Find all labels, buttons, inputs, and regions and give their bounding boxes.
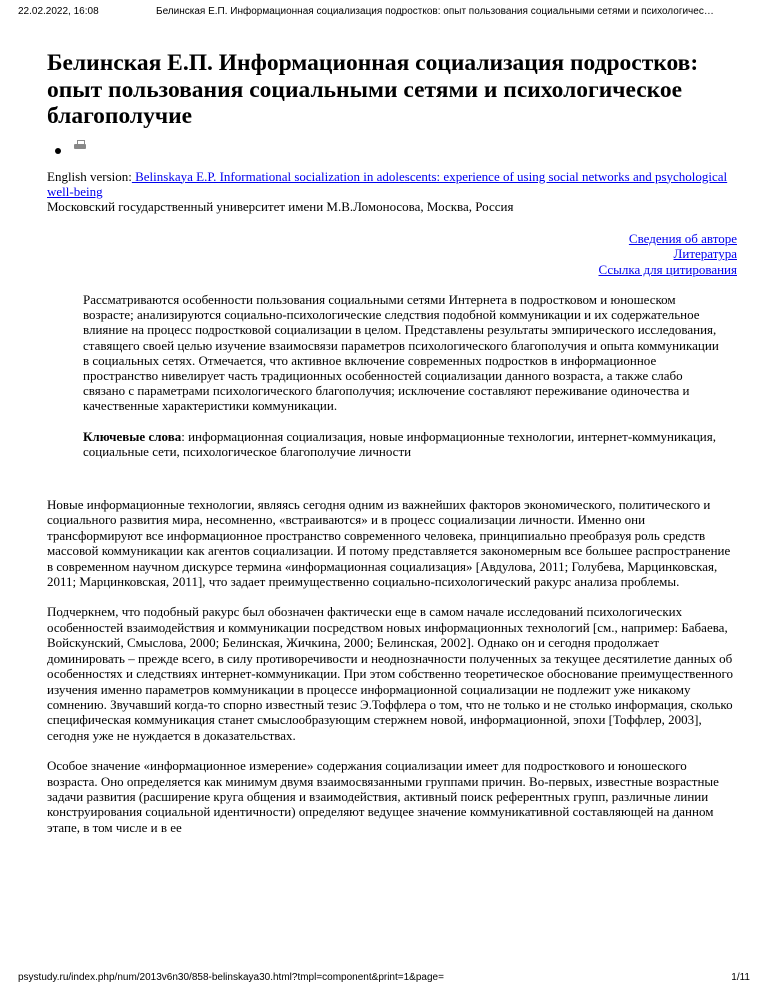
keywords-text: : информационная социализация, новые информационные технологии, интернет-коммуникация, социальные сети, психологическое благополучие личности xyxy=(83,428,716,459)
citation-link[interactable]: Ссылка для цитирования xyxy=(598,261,737,277)
print-header xyxy=(18,6,750,22)
keywords-label: Ключевые слова xyxy=(83,428,182,444)
page-number: 1/11 xyxy=(731,972,750,983)
paragraph: Особое значение «информационное измерение» содержания социализации имеет для подросткового и юношеского возраста. Оно определяется как минимум двумя взаимосвязанными группами причин. Во-первых, известные возрастные задачи развития (расширение круга общения и взаимодействия, активный поиск референтных групп, различные линии конструирования социальной идентичности) определяют ведущее значение коммуникативной составляющей на данном этапе, в том числе и в ее xyxy=(47,758,719,835)
paragraph: Подчеркнем, что подобный ракурс был обозначен фактически еще в самом начале исследований психологических особенностей взаимодействия и коммуникации посредством новых информационных технологий [см., например: Бабаева, Войскунский, Смыслова, 2000; Белинская, Жичкина, 2000; Белинская, 2002]. Однако он и сегодня продолжает доминировать – прежде всего, в силу противоречивости и неоднозначности полученных за текущее десятилетие данных об особенностях и следствиях интернет-коммуникации. При этом собственно теоретическое обоснование преимущественного изучения именно параметров коммуникации в процессе информационной социализации не подлежит уже никакому сомнению. Звучавший когда-то спорно известный тезис Э.Тоффлера о том, что не только и не столько информация, сколько специфическая коммуникация станет смыслообразующим стержнем новой, информационной, эпохи [Тоффлер, 2003], сегодня уже не нуждается в доказательствах. xyxy=(47,604,734,743)
english-version-label: English version: xyxy=(47,168,132,184)
print-page-title: Белинская Е.П. Информационная социализация подростков: опыт пользования социальными сетями и психологичес… xyxy=(156,6,714,17)
article-meta xyxy=(47,169,737,214)
author-info-link[interactable]: Сведения об авторе xyxy=(628,230,737,246)
article-title: Белинская Е.П. Информационная социализация подростков: опыт пользования социальными сетями и психологическое благополучие xyxy=(47,50,699,129)
paragraph: Новые информационные технологии, являясь сегодня одним из важнейших факторов экономического, политического и социального развития мира, несомненно, «встраиваются» и в процесс социализации личности. Именно они трансформируют все информационное пространство современного человека, принципиально преобразуя роль средств массовой коммуникации как агентов социализации. И потому представляется закономерным все большее распространение в современном научном дискурсе термина «информационная социализация» [Авдулова, 2011; Голубева, Марцинковская, 2011; Марцинковская, 2011], что задает преимущественно социально-психологический ракурс анализа проблемы. xyxy=(47,497,731,590)
keywords xyxy=(83,429,723,459)
references-link[interactable]: Литература xyxy=(673,246,737,261)
print-date: 22.02.2022, 16:08 xyxy=(18,6,99,17)
affiliation: Московский государственный университет имени М.В.Ломоносова, Москва, Россия xyxy=(47,198,514,214)
article-links xyxy=(47,231,737,278)
abstract xyxy=(83,292,723,459)
english-version-link[interactable]: Belinskaya E.P. Informational socialization in adolescents: experience of using social networks and psychological well-being xyxy=(47,168,728,199)
bullet-icon xyxy=(55,148,61,154)
abstract-text: Рассматриваются особенности пользования социальными сетями Интернета в подростковом и юношеском возрасте; анализируются социально-психологические следствия подобной коммуникации и их содержательное влияние на процесс подростковой социализации в целом. Представлены результаты эмпирического исследования, ставящего своей целью изучение взаимосвязи параметров психологического благополучия и опыта коммуникации в социальных сетях. Отмечается, что активное включение современных подростков в информационное пространство нивелирует часть традиционных особенностей социализации данного возраста, а также слабо связано с параметрами психологического благополучия; исключение составляют переживание одиночества и качественные характеристики коммуникации. xyxy=(83,292,719,414)
print-url: psystudy.ru/index.php/num/2013v6n30/858-belinskaya30.html?tmpl=component&print=1&page= xyxy=(18,972,444,983)
print-footer xyxy=(18,972,750,988)
article xyxy=(47,50,737,850)
english-version xyxy=(47,169,737,199)
article-body xyxy=(47,497,737,835)
article-tools xyxy=(55,144,737,164)
print-icon[interactable] xyxy=(74,140,86,150)
